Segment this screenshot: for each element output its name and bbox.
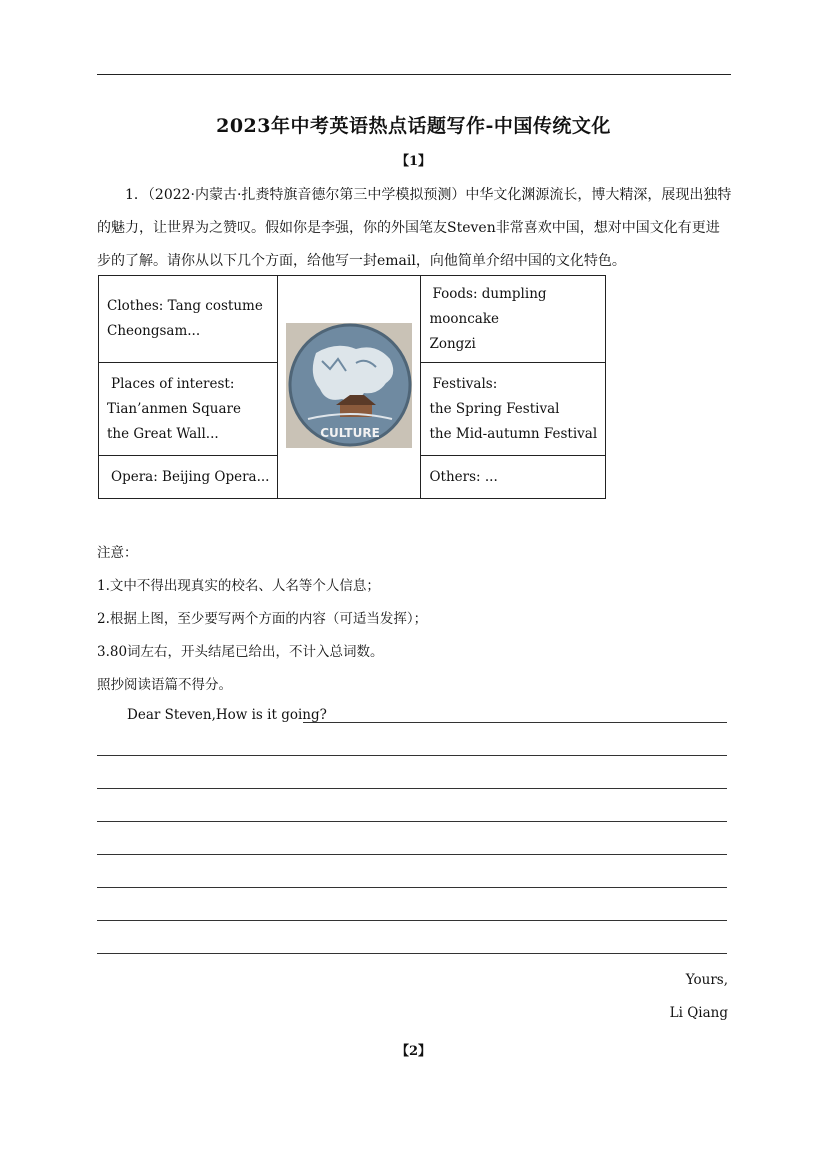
cell-line: Others: ... — [429, 468, 498, 485]
culture-image-cell — [278, 276, 421, 499]
header-rule — [97, 74, 731, 75]
letter-closing: Yours, — [685, 972, 728, 988]
cell-festivals — [421, 363, 606, 456]
cell-opera — [99, 456, 278, 499]
section-marker-2: 【2】 — [395, 1044, 432, 1059]
note-item: 3.80词左右，开头结尾已给出，不计入总词数。 — [97, 644, 384, 660]
notes-heading: 注意： — [97, 545, 138, 561]
cell-clothes — [99, 276, 278, 363]
cell-line: Foods: dumpling — [432, 285, 547, 302]
section-marker-1: 【1】 — [395, 154, 432, 169]
cell-foods — [421, 276, 606, 363]
cell-line: Opera: Beijing Opera... — [111, 468, 270, 485]
cell-line: the Mid-autumn Festival — [429, 425, 598, 442]
cell-line: Festivals: — [432, 375, 498, 392]
question-prompt: 1．（2022·内蒙古·扎赉特旗音德尔第三中学模拟预测）中华文化渊源流长，博大精深，展现出独特的魅力，让世界为之赞叹。假如你是李强，你的外国笔友Steven非常喜欢中国，想对中国文化有更进步的了解。请你从以下几个方面，给他写一封email，向他简单介绍中国的文化特色。 — [97, 187, 732, 269]
cell-line: mooncake — [429, 310, 500, 327]
note-item: 2.根据上图，至少要写两个方面的内容（可适当发挥）； — [97, 611, 428, 627]
no-copy-note: 照抄阅读语篇不得分。 — [97, 677, 232, 693]
answer-line[interactable] — [97, 788, 727, 789]
answer-line[interactable] — [97, 854, 727, 855]
page-title: 2023年中考英语热点话题写作-中国传统文化 — [216, 115, 611, 137]
answer-line[interactable] — [97, 755, 727, 756]
cell-places — [99, 363, 278, 456]
culture-image-caption: CULTURE — [320, 425, 381, 440]
cell-line: Tian’anmen Square — [107, 400, 241, 417]
letter-signature: Li Qiang — [669, 1005, 728, 1021]
cell-line: Clothes: Tang costume — [107, 298, 263, 314]
cell-line: Places of interest: — [111, 375, 235, 392]
cell-line: Cheongsam... — [107, 323, 201, 339]
letter-greeting: Dear Steven,How is it going? — [127, 707, 327, 723]
answer-line[interactable] — [97, 953, 727, 954]
culture-image — [286, 323, 412, 448]
cell-others — [421, 456, 606, 499]
answer-line[interactable] — [97, 920, 727, 921]
answer-line[interactable] — [303, 722, 727, 723]
answer-line[interactable] — [97, 887, 727, 888]
cell-line: the Spring Festival — [429, 400, 560, 417]
cell-line: Zongzi — [429, 335, 476, 352]
note-item: 1.文中不得出现真实的校名、人名等个人信息； — [97, 578, 380, 594]
cell-line: the Great Wall... — [107, 425, 219, 442]
answer-line[interactable] — [97, 821, 727, 822]
topic-table — [98, 275, 606, 499]
